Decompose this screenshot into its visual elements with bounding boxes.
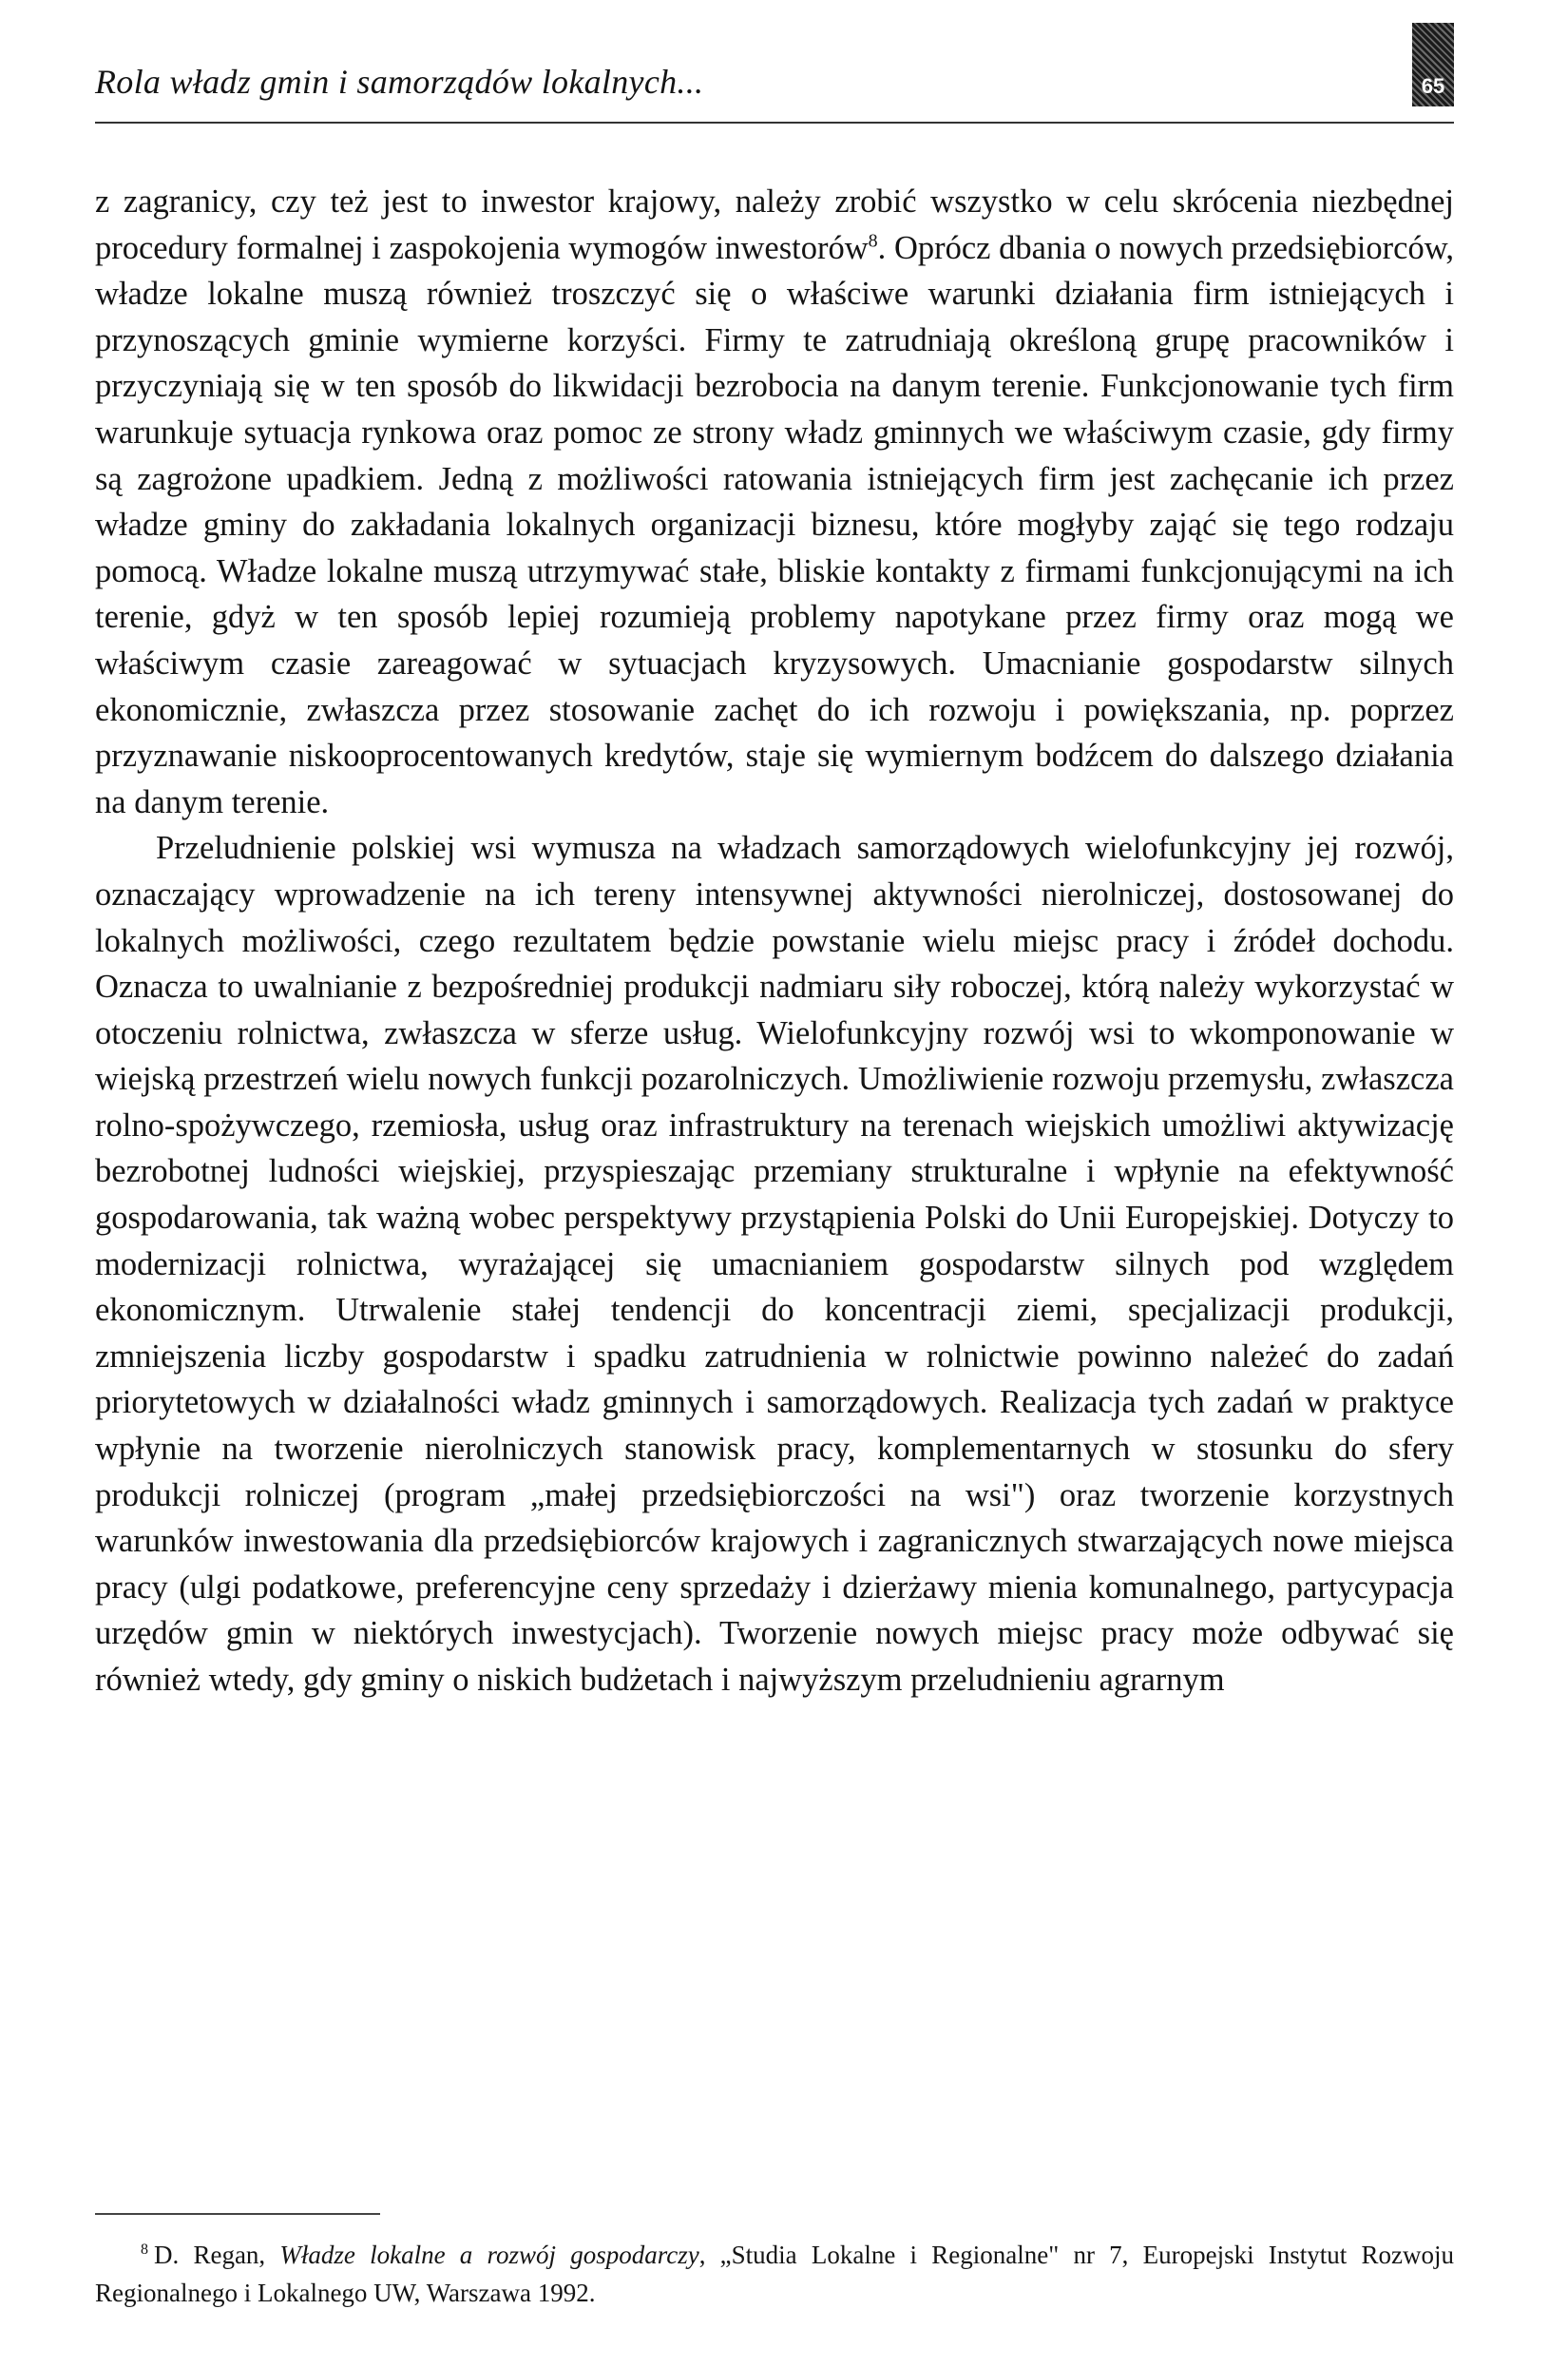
running-title: Rola władz gmin i samorządów lokalnych... xyxy=(95,63,704,101)
body-text xyxy=(95,179,1454,1703)
footnote-marker: 8 xyxy=(141,2242,148,2258)
footnote-details: , „Studia Lokalne i Regionalne" nr 7, Europejski Instytut Rozwoju Regionalnego i Lokalnego UW, Warszawa 1992. xyxy=(95,2241,1455,2307)
page-number: 65 xyxy=(1412,23,1454,106)
footnote-title: Władze lokalne a rozwój gospodarczy xyxy=(279,2241,699,2269)
paragraph-1-text-a: z zagranicy, czy też jest to inwestor krajowy, należy zrobić wszystko w celu skrócenia niezbędnej procedury formalnej i zaspokojenia wymogów inwestorów xyxy=(95,183,1454,266)
paragraph-2: Przeludnienie polskiej wsi wymusza na władzach samorządowych wielofunkcyjny jej rozwój, oznaczający wprowadzenie na ich tereny intensywnej aktywności nierolniczej, dostosowanej do lokalnych możliwości, czego rezultatem będzie powstanie wielu miejsc pracy i źródeł dochodu. Oznacza to uwalnianie z bezpośredniej produkcji nadmiaru siły roboczej, którą należy wykorzystać w otoczeniu rolnictwa, zwłaszcza w sferze usług. Wielofunkcyjny rozwój wsi to wkomponowanie w wiejską przestrzeń wielu nowych funkcji pozarolniczych. Umożliwienie rozwoju przemysłu, zwłaszcza rolno-spożywczego, rzemiosła, usług oraz infrastruktury na terenach wiejskich umożliwi aktywizację bezrobotnej ludności wiejskiej, przyspieszając przemiany strukturalne i wpłynie na efektywność gospodarowania, tak ważną wobec perspektywy przystąpienia Polski do Unii Europejskiej. Dotyczy to modernizacji rolnictwa, wyrażającej się umacnianiem gospodarstw silnych pod względem ekonomicznym. Utrwalenie stałej tendencji do koncentracji ziemi, specjalizacji produkcji, zmniejszenia liczby gospodarstw i spadku zatrudnienia w rolnictwie powinno należeć do zadań priorytetowych w działalności władz gminnych i samorządowych. Realizacja tych zadań w praktyce wpłynie na tworzenie nierolniczych stanowisk pracy, komplementarnych w stosunku do sfery produkcji rolniczej (program „małej przedsiębiorczości na wsi") oraz tworzenie korzystnych warunków inwestowania dla przedsiębiorców krajowych i zagranicznych stwarzających nowe miejsca pracy (ulgi podatkowe, preferencyjne ceny sprzedaży i dzierżawy mienia komunalnego, partycypacja urzędów gmin w niektórych inwestycjach). Tworzenie nowych miejsc pracy może odbywać się również wtedy, gdy gminy o niskich budżetach i najwyższym przeludnieniu agrarnym xyxy=(95,830,1454,1698)
footnote-rule xyxy=(95,2213,380,2215)
footnote-reference[interactable]: 8 xyxy=(868,230,878,252)
footnote-author: D. Regan, xyxy=(154,2241,280,2269)
paragraph-1 xyxy=(95,179,1454,825)
paragraph-1-text-b: . Oprócz dbania o nowych przedsiębiorców, władze lokalne muszą również troszczyć się o właściwe warunki działania firm istniejących i przynoszących gminie wymierne korzyści. Firmy te zatrudniają określoną grupę pracowników i przyczyniają się w ten sposób do likwidacji bezrobocia na danym terenie. Funkcjonowanie tych firm warunkuje sytuacja rynkowa oraz pomoc ze strony władz gminnych we właściwym czasie, gdy firmy są zagrożone upadkiem. Jedną z możliwości ratowania istniejących firm jest zachęcanie ich przez władze gminy do zakładania lokalnych organizacji biznesu, które mogłyby zająć się tego rodzaju pomocą. Władze lokalne muszą utrzymywać stałe, bliskie kontakty z firmami funkcjonującymi na ich terenie, gdyż w ten sposób lepiej rozumieją problemy napotykane przez firmy oraz mogą we właściwym czasie zareagować w sytuacjach kryzysowych. Umacnianie gospodarstw silnych ekonomicznie, zwłaszcza przez stosowanie zachęt do ich rozwoju i powiększania, np. poprzez przyznawanie niskooprocentowanych kredytów, staje się wymiernym bodźcem do dalszego działania na danym terenie. xyxy=(95,229,1454,820)
running-header xyxy=(95,59,1454,127)
footnote xyxy=(95,2236,1454,2312)
header-rule xyxy=(95,122,1454,124)
